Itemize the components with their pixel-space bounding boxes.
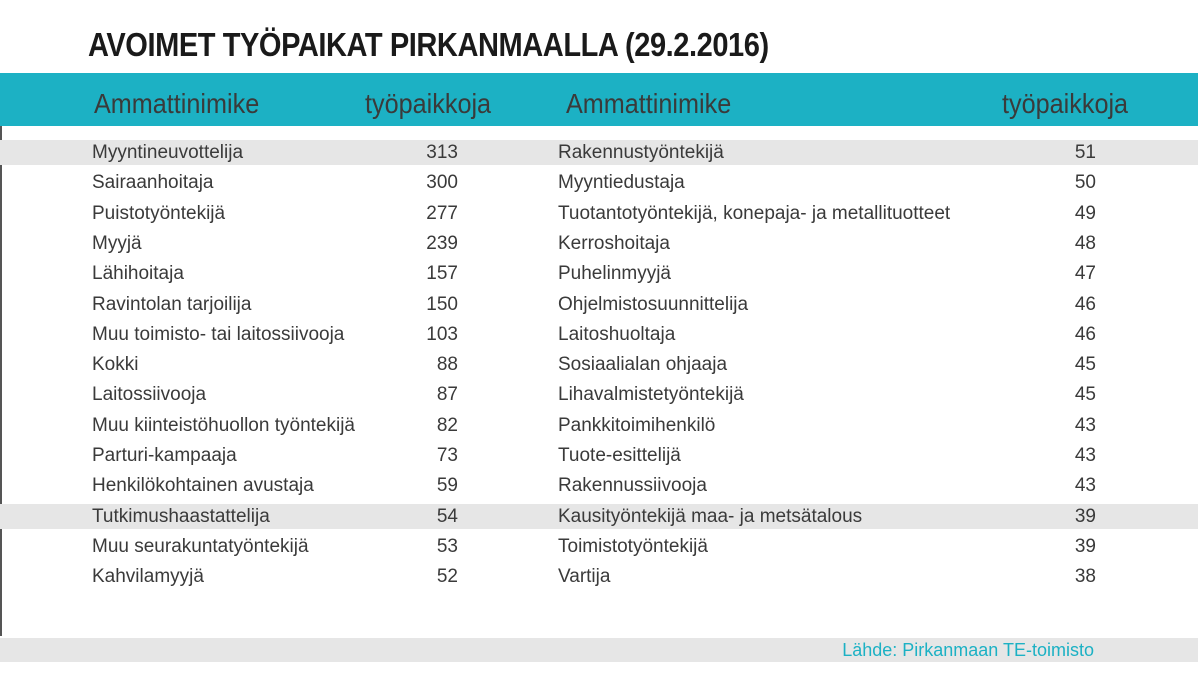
right-count-cell: 51 xyxy=(1074,142,1096,163)
table-row xyxy=(0,140,1198,165)
right-occupation-cell: Rakennussiivooja xyxy=(558,475,707,497)
right-occupation-cell: Kerroshoitaja xyxy=(558,232,670,254)
table-row xyxy=(0,504,1198,529)
right-occupation-cell: Vartija xyxy=(558,566,611,588)
left-count-cell: 300 xyxy=(426,172,458,194)
left-count-cell: 88 xyxy=(436,354,458,376)
table-row xyxy=(0,352,1198,377)
left-count-cell: 277 xyxy=(426,202,458,224)
right-occupation-cell: Kausityöntekijä maa- ja metsätalous xyxy=(558,505,863,527)
right-count-cell: 39 xyxy=(1074,505,1096,527)
right-count-cell: 46 xyxy=(1074,293,1096,315)
left-occupation-cell: Muu kiinteistöhuollon työntekijä xyxy=(92,414,355,436)
table-row xyxy=(0,564,1198,589)
right-count-cell: 39 xyxy=(1074,535,1096,557)
page-title: AVOIMET TYÖPAIKAT PIRKANMAALLA (29.2.2016) xyxy=(88,26,769,63)
right-occupation-cell: Rakennustyöntekijä xyxy=(558,142,724,163)
table-row xyxy=(0,292,1198,317)
right-count-cell: 48 xyxy=(1074,232,1096,254)
table-row xyxy=(0,382,1198,407)
left-occupation-cell: Henkilökohtainen avustaja xyxy=(92,475,314,497)
table-row xyxy=(0,413,1198,438)
right-occupation-cell: Sosiaalialan ohjaaja xyxy=(558,354,728,376)
right-count-cell: 47 xyxy=(1074,263,1096,285)
right-occupation-cell: Tuotantotyöntekijä, konepaja- ja metallituotteet xyxy=(558,202,951,224)
left-occupation-cell: Myyntineuvottelija xyxy=(92,142,244,163)
left-count-cell: 87 xyxy=(436,384,458,406)
right-count-cell: 45 xyxy=(1074,354,1096,376)
header-occupation-right: Ammattinimike xyxy=(566,88,732,119)
table-row xyxy=(0,322,1198,347)
table-row xyxy=(0,534,1198,559)
left-occupation-cell: Kokki xyxy=(92,354,139,376)
left-count-cell: 313 xyxy=(426,142,458,163)
table-row xyxy=(0,201,1198,226)
right-count-cell: 43 xyxy=(1074,475,1096,497)
left-occupation-cell: Laitossiivooja xyxy=(92,384,207,406)
left-occupation-cell: Ravintolan tarjoilija xyxy=(92,293,252,315)
left-occupation-cell: Parturi-kampaaja xyxy=(92,445,237,466)
right-occupation-cell: Laitoshuoltaja xyxy=(558,323,676,345)
left-occupation-cell: Muu seurakuntatyöntekijä xyxy=(92,535,309,557)
right-count-cell: 45 xyxy=(1074,384,1096,406)
right-occupation-cell: Puhelinmyyjä xyxy=(558,263,671,285)
right-occupation-cell: Toimistotyöntekijä xyxy=(558,535,708,557)
left-occupation-cell: Myyjä xyxy=(92,232,142,254)
left-occupation-cell: Kahvilamyyjä xyxy=(92,566,204,588)
table-row xyxy=(0,473,1198,498)
left-occupation-cell: Puistotyöntekijä xyxy=(92,202,226,224)
right-occupation-cell: Tuote-esittelijä xyxy=(558,445,681,466)
left-count-cell: 54 xyxy=(436,505,458,527)
left-count-cell: 82 xyxy=(436,414,458,436)
right-occupation-cell: Pankkitoimihenkilö xyxy=(558,414,716,436)
left-occupation-cell: Lähihoitaja xyxy=(92,263,184,285)
left-count-cell: 150 xyxy=(426,293,458,315)
table-row xyxy=(0,170,1198,195)
right-count-cell: 43 xyxy=(1074,445,1096,466)
right-occupation-cell: Ohjelmistosuunnittelija xyxy=(558,293,749,315)
left-occupation-cell: Tutkimushaastattelija xyxy=(92,505,270,527)
left-occupation-cell: Muu toimisto- tai laitossiivooja xyxy=(92,323,345,345)
left-count-cell: 52 xyxy=(436,566,458,588)
table-row xyxy=(0,231,1198,256)
left-count-cell: 73 xyxy=(436,445,458,466)
left-count-cell: 103 xyxy=(426,323,458,345)
right-count-cell: 46 xyxy=(1074,323,1096,345)
header-count-right: työpaikkoja xyxy=(1002,88,1129,119)
right-count-cell: 43 xyxy=(1074,414,1096,436)
left-count-cell: 239 xyxy=(426,232,458,254)
right-count-cell: 50 xyxy=(1074,172,1096,194)
right-count-cell: 49 xyxy=(1074,202,1096,224)
source-note: Lähde: Pirkanmaan TE-toimisto xyxy=(842,640,1094,660)
right-count-cell: 38 xyxy=(1074,566,1096,588)
left-count-cell: 157 xyxy=(426,263,458,285)
left-count-cell: 59 xyxy=(436,475,458,497)
table-row xyxy=(0,443,1198,468)
table-row xyxy=(0,261,1198,286)
right-occupation-cell: Lihavalmistetyöntekijä xyxy=(558,384,744,406)
header-occupation-left: Ammattinimike xyxy=(94,88,260,119)
left-occupation-cell: Sairaanhoitaja xyxy=(92,172,214,194)
right-occupation-cell: Myyntiedustaja xyxy=(558,172,685,194)
left-count-cell: 53 xyxy=(436,535,458,557)
header-count-left: työpaikkoja xyxy=(365,88,492,119)
